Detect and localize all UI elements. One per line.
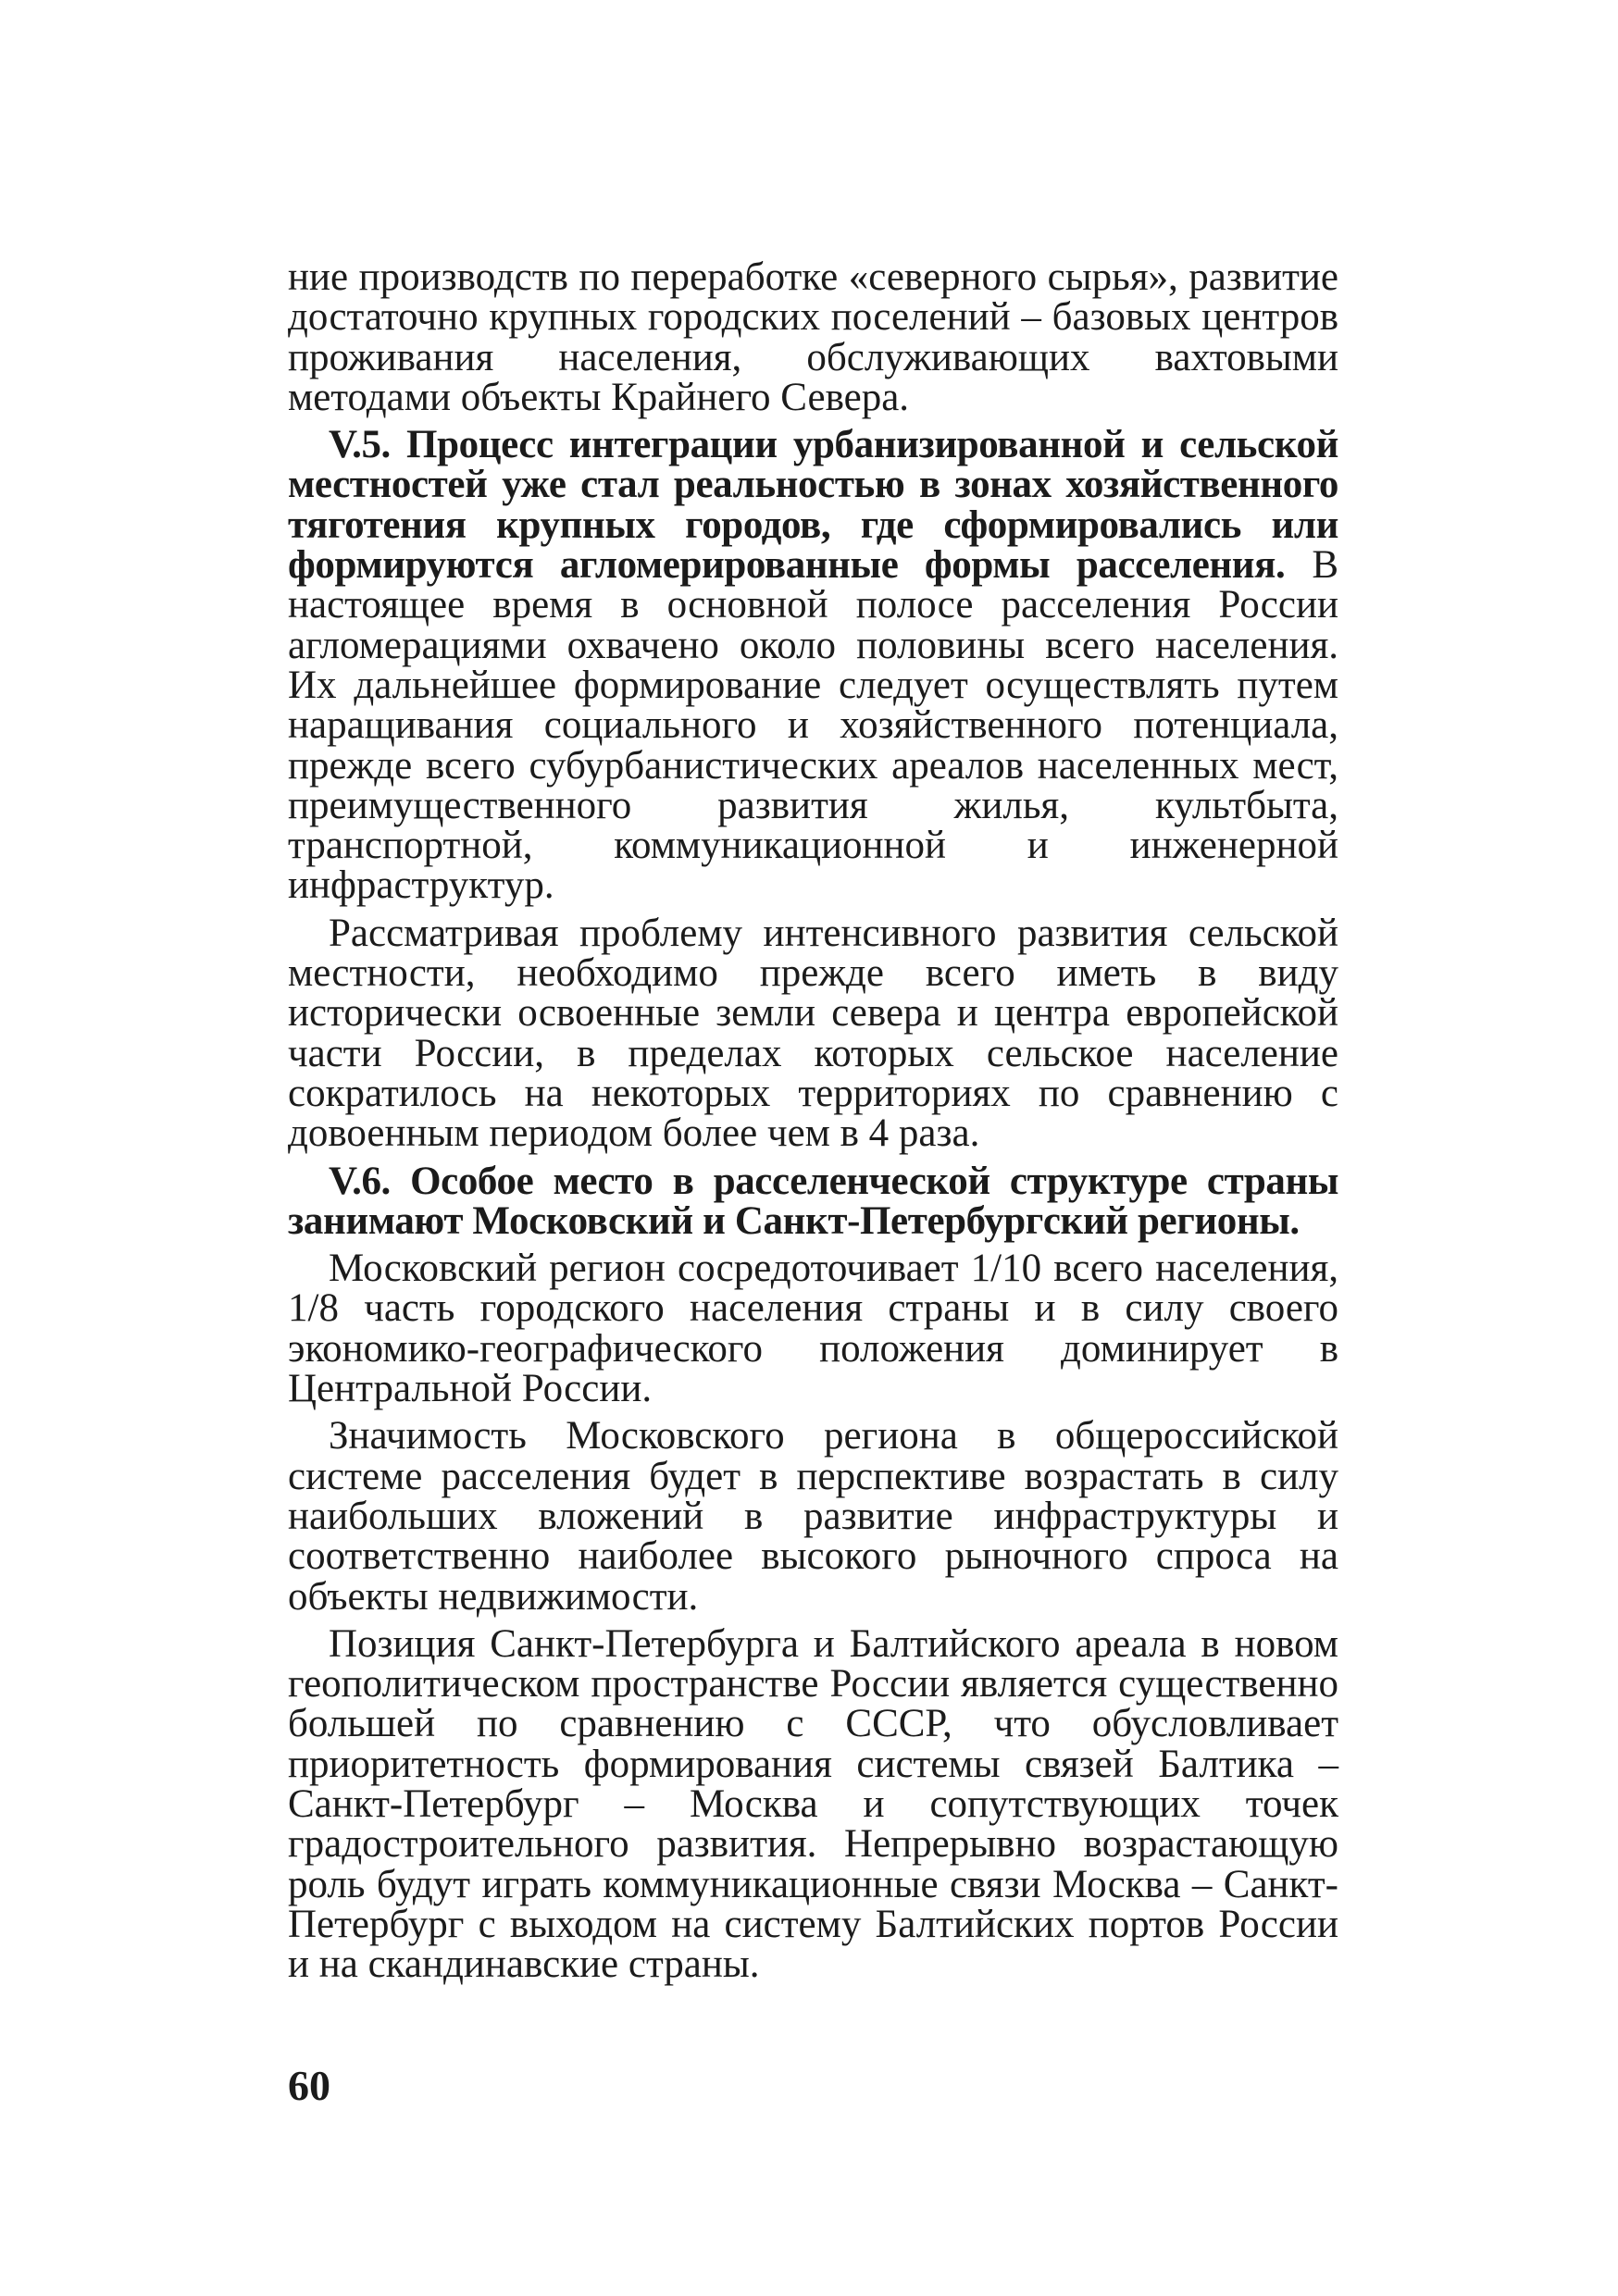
page-text bbox=[288, 255, 1339, 1987]
page-number: 60 bbox=[288, 2062, 330, 2109]
paragraph-text: Рассматривая проблему интенсивного развития сельской местности, необходимо прежде всего иметь в виду исторически освоенные земли севера и центра европейской части России, в пределах которых сельское население сократилось на некоторых территориях по сравнению с довоенным периодом более чем в 4 раза. bbox=[288, 911, 1338, 1156]
section-v5-heading: V.5. Процесс интеграции урбанизированной и сельской местностей уже стал реальностью в зонах хозяйственного тяготения крупных городов, где сформировались или формируются агломерированные формы расселения. bbox=[288, 423, 1338, 588]
paragraph-text: Значимость Московского региона в общероссийской системе расселения будет в перспективе возрастать в силу наибольших вложений в развитие инфраструктуры и соответственно наиболее высокого рыночного спроса на объекты недвижимости. bbox=[288, 1414, 1338, 1619]
paragraph-text: Московский регион сосредоточивает 1/10 всего населения, 1/8 часть городского населения страны и в силу своего экономико-географического положения доминирует в Центральной России. bbox=[288, 1247, 1338, 1411]
paragraph-st-petersburg bbox=[288, 1621, 1338, 1987]
paragraph-text: ние производств по переработке «северного сырья», развитие достаточно крупных городских поселений – базовых центров проживания населения, обслуживающих вахтовыми методами объекты Крайнего Севера. bbox=[288, 255, 1338, 419]
paragraph-moscow-significance bbox=[288, 1414, 1338, 1619]
section-v5-paragraph bbox=[288, 425, 1338, 906]
section-v6-paragraph bbox=[288, 1161, 1338, 1242]
section-v6-heading: V.6. Особое место в расселенческой структуре страны занимают Московский и Санкт-Петербургский регионы. bbox=[288, 1159, 1338, 1243]
paragraph-rural bbox=[288, 913, 1338, 1154]
paragraph-moscow-region bbox=[288, 1248, 1338, 1409]
paragraph-text: В настоящее время в основной полосе расселения России агломерациями охвачено около половины всего населения. Их дальнейшее формирование следует осуществлять путем наращивания социального и хозяйственного потенциала, прежде всего субурбанистических ареалов населенных мест, преимущественного развития жилья, культбыта, транспортной, коммуникационной и инженерной инфраструктур. bbox=[288, 543, 1339, 908]
paragraph-text: Позиция Санкт-Петербурга и Балтийского ареала в новом геополитическом пространстве России является существенно большей по сравнению с СССР, что обусловливает приоритетность формирования системы связей Балтика – Санкт-Петербург – Москва и сопутствующих точек градостроительного развития. Непрерывно возрастающую роль будут играть коммуникационные связи Москва – Санкт-Петербург с выходом на систему Балтийских портов России и на скандинавские страны. bbox=[288, 1621, 1338, 1987]
paragraph-continued bbox=[288, 257, 1338, 417]
